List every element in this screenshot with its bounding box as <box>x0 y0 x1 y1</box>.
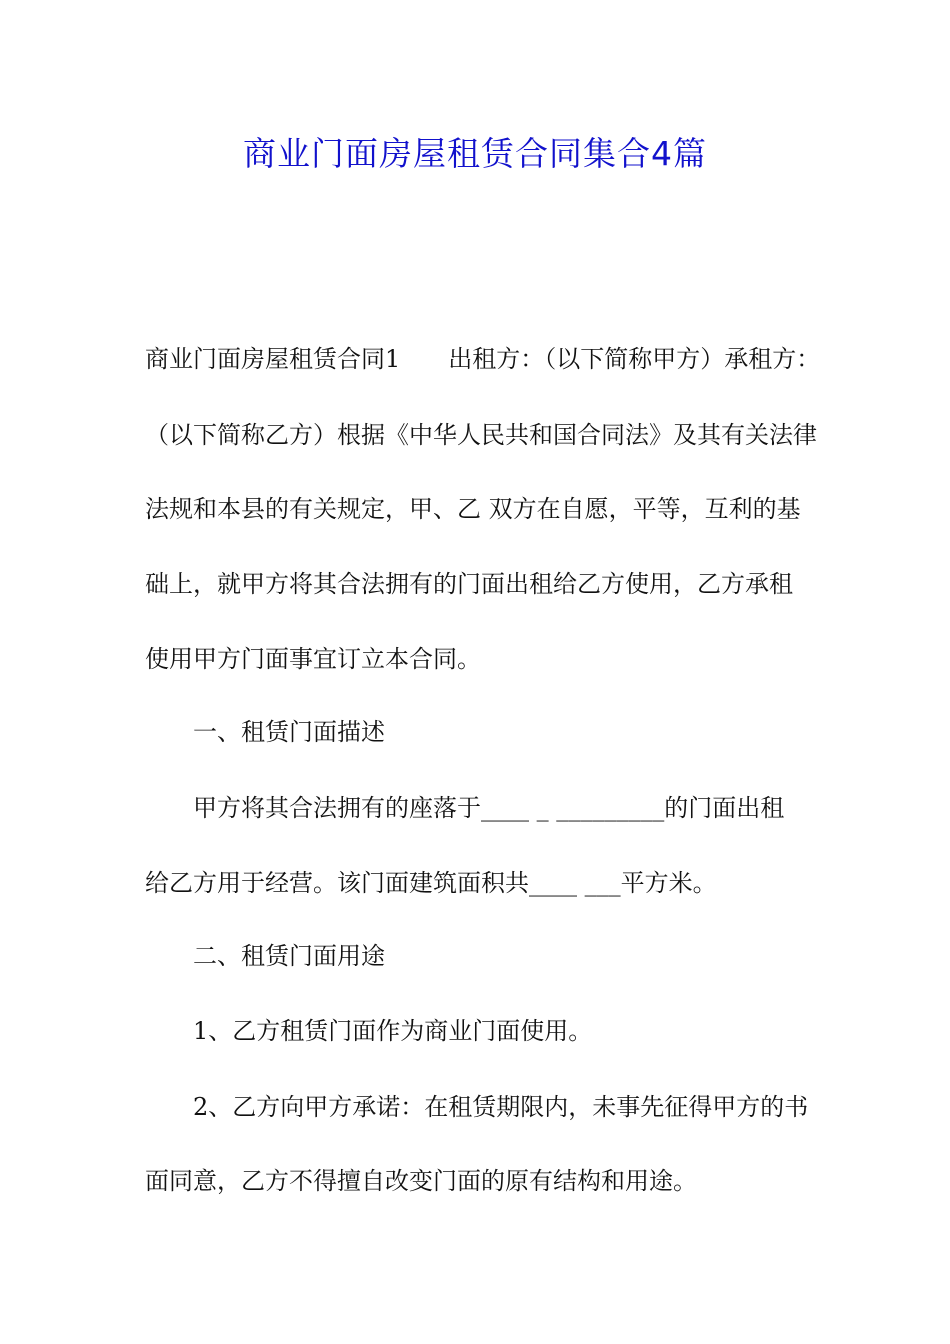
clause-1: 1、乙方租赁门面作为商业门面使用。 <box>193 1017 593 1045</box>
paragraph-line-1 <box>145 341 825 377</box>
paragraph-line-7: 给乙方用于经营。该门面建筑面积共____ ___平方米。 <box>145 869 717 897</box>
clause-2-continued: 面同意，乙方不得擅自改变门面的原有结构和用途。 <box>145 1167 697 1195</box>
section-heading-2: 二、租赁门面用途 <box>193 942 385 970</box>
contract-heading: 商业门面房屋租赁合同1 <box>145 345 401 373</box>
paragraph-line-3: 法规和本县的有关规定，甲、乙 双方在自愿，平等，互利的基 <box>145 495 801 523</box>
paragraph-line-5: 使用甲方门面事宜订立本合同。 <box>145 645 481 673</box>
document-title: 商业门面房屋租赁合同集合4篇 <box>243 134 707 173</box>
paragraph-line-2: （以下简称乙方）根据《中华人民共和国合同法》及其有关法律 <box>145 421 817 449</box>
paragraph-line-4: 础上，就甲方将其合法拥有的门面出租给乙方使用，乙方承租 <box>145 570 793 598</box>
party-intro: 出租方：（以下简称甲方）承租方： <box>448 345 821 373</box>
clause-2: 2、乙方向甲方承诺：在租赁期限内，未事先征得甲方的书 <box>193 1093 809 1121</box>
paragraph-line-6: 甲方将其合法拥有的座落于____ _ _________的门面出租 <box>193 794 785 822</box>
section-heading-1: 一、租赁门面描述 <box>193 718 385 746</box>
